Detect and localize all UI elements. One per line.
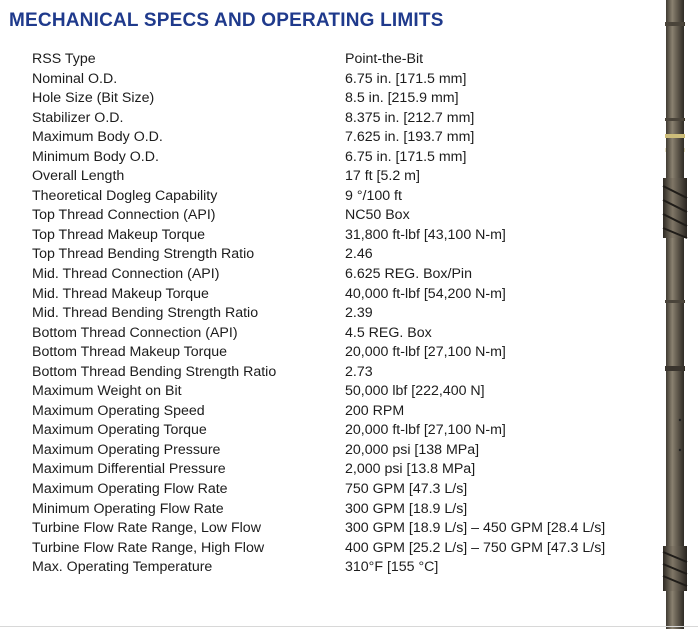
spec-value: 310°F [155 °C] bbox=[345, 559, 439, 576]
spec-label: Top Thread Connection (API) bbox=[32, 207, 216, 224]
spec-value: 20,000 ft-lbf [27,100 N-m] bbox=[345, 422, 506, 439]
spec-value: 2.73 bbox=[345, 363, 373, 380]
spec-value: 50,000 lbf [222,400 N] bbox=[345, 383, 485, 400]
spec-row bbox=[0, 50, 660, 70]
specs-table bbox=[0, 50, 660, 578]
spec-row bbox=[0, 187, 660, 207]
spec-value: 2.39 bbox=[345, 305, 373, 322]
spec-label: Maximum Body O.D. bbox=[32, 129, 163, 146]
spec-value: 9 °/100 ft bbox=[345, 187, 402, 204]
spec-value: 40,000 ft-lbf [54,200 N-m] bbox=[345, 285, 506, 302]
spec-label: Maximum Operating Speed bbox=[32, 402, 205, 419]
spec-row bbox=[0, 167, 660, 187]
spec-row bbox=[0, 265, 660, 285]
spec-row bbox=[0, 519, 660, 539]
spec-label: Mid. Thread Connection (API) bbox=[32, 266, 220, 283]
spec-value: 7.625 in. [193.7 mm] bbox=[345, 129, 475, 146]
spec-row bbox=[0, 89, 660, 109]
bottom-divider bbox=[0, 626, 698, 627]
spec-value: 200 RPM bbox=[345, 402, 405, 419]
spec-label: Mid. Thread Bending Strength Ratio bbox=[32, 305, 259, 322]
spec-row bbox=[0, 245, 660, 265]
spec-value: 2.46 bbox=[345, 246, 373, 263]
spec-value: NC50 Box bbox=[345, 207, 410, 224]
spec-value: 17 ft [5.2 m] bbox=[345, 168, 420, 185]
spec-label: Maximum Differential Pressure bbox=[32, 461, 226, 478]
spec-label: Overall Length bbox=[32, 168, 125, 185]
spec-row bbox=[0, 70, 660, 90]
spec-row bbox=[0, 363, 660, 383]
spec-row bbox=[0, 539, 660, 559]
spec-label: Bottom Thread Bending Strength Ratio bbox=[32, 363, 277, 380]
spec-label: Nominal O.D. bbox=[32, 70, 118, 87]
spec-value: 8.375 in. [212.7 mm] bbox=[345, 109, 475, 126]
spec-value: 4.5 REG. Box bbox=[345, 324, 432, 341]
spec-row bbox=[0, 480, 660, 500]
spec-label: Maximum Operating Pressure bbox=[32, 441, 221, 458]
spec-label: Turbine Flow Rate Range, High Flow bbox=[32, 539, 265, 556]
spec-label: Maximum Operating Torque bbox=[32, 422, 207, 439]
spec-row bbox=[0, 226, 660, 246]
spec-row bbox=[0, 206, 660, 226]
spec-label: Maximum Weight on Bit bbox=[32, 383, 182, 400]
spec-row bbox=[0, 148, 660, 168]
spec-row bbox=[0, 500, 660, 520]
page-title: MECHANICAL SPECS AND OPERATING LIMITS bbox=[9, 10, 444, 31]
spec-row bbox=[0, 128, 660, 148]
spec-row bbox=[0, 324, 660, 344]
spec-label: Minimum Body O.D. bbox=[32, 148, 159, 165]
spec-row bbox=[0, 285, 660, 305]
spec-value: 300 GPM [18.9 L/s] – 450 GPM [28.4 L/s] bbox=[345, 520, 606, 537]
spec-row bbox=[0, 441, 660, 461]
spec-row bbox=[0, 460, 660, 480]
spec-value: 31,800 ft-lbf [43,100 N-m] bbox=[345, 226, 506, 243]
spec-value: 6.75 in. [171.5 mm] bbox=[345, 148, 467, 165]
spec-label: Maximum Operating Flow Rate bbox=[32, 481, 228, 498]
spec-value: 400 GPM [25.2 L/s] – 750 GPM [47.3 L/s] bbox=[345, 539, 606, 556]
spec-label: Max. Operating Temperature bbox=[32, 559, 213, 576]
spec-row bbox=[0, 421, 660, 441]
spec-value: 750 GPM [47.3 L/s] bbox=[345, 481, 468, 498]
spec-row bbox=[0, 402, 660, 422]
spec-value: 20,000 psi [138 MPa] bbox=[345, 441, 480, 458]
spec-row bbox=[0, 304, 660, 324]
drilling-tool-image bbox=[652, 0, 698, 629]
spec-label: Minimum Operating Flow Rate bbox=[32, 500, 224, 517]
spec-value: 6.75 in. [171.5 mm] bbox=[345, 70, 467, 87]
spec-label: Mid. Thread Makeup Torque bbox=[32, 285, 209, 302]
spec-value: 8.5 in. [215.9 mm] bbox=[345, 90, 459, 107]
spec-value: Point-the-Bit bbox=[345, 51, 424, 67]
spec-label: Theoretical Dogleg Capability bbox=[32, 187, 218, 204]
spec-label: RSS Type bbox=[32, 51, 96, 67]
spec-label: Bottom Thread Connection (API) bbox=[32, 324, 238, 341]
spec-label: Turbine Flow Rate Range, Low Flow bbox=[32, 520, 261, 537]
spec-row bbox=[0, 109, 660, 129]
spec-label: Top Thread Makeup Torque bbox=[32, 226, 205, 243]
spec-label: Stabilizer O.D. bbox=[32, 109, 124, 126]
spec-label: Hole Size (Bit Size) bbox=[32, 90, 155, 107]
spec-row bbox=[0, 558, 660, 578]
spec-row bbox=[0, 382, 660, 402]
spec-value: 300 GPM [18.9 L/s] bbox=[345, 500, 468, 517]
spec-row bbox=[0, 343, 660, 363]
spec-value: 20,000 ft-lbf [27,100 N-m] bbox=[345, 344, 506, 361]
spec-value: 2,000 psi [13.8 MPa] bbox=[345, 461, 476, 478]
spec-value: 6.625 REG. Box/Pin bbox=[345, 266, 472, 283]
spec-label: Bottom Thread Makeup Torque bbox=[32, 344, 228, 361]
spec-label: Top Thread Bending Strength Ratio bbox=[32, 246, 255, 263]
